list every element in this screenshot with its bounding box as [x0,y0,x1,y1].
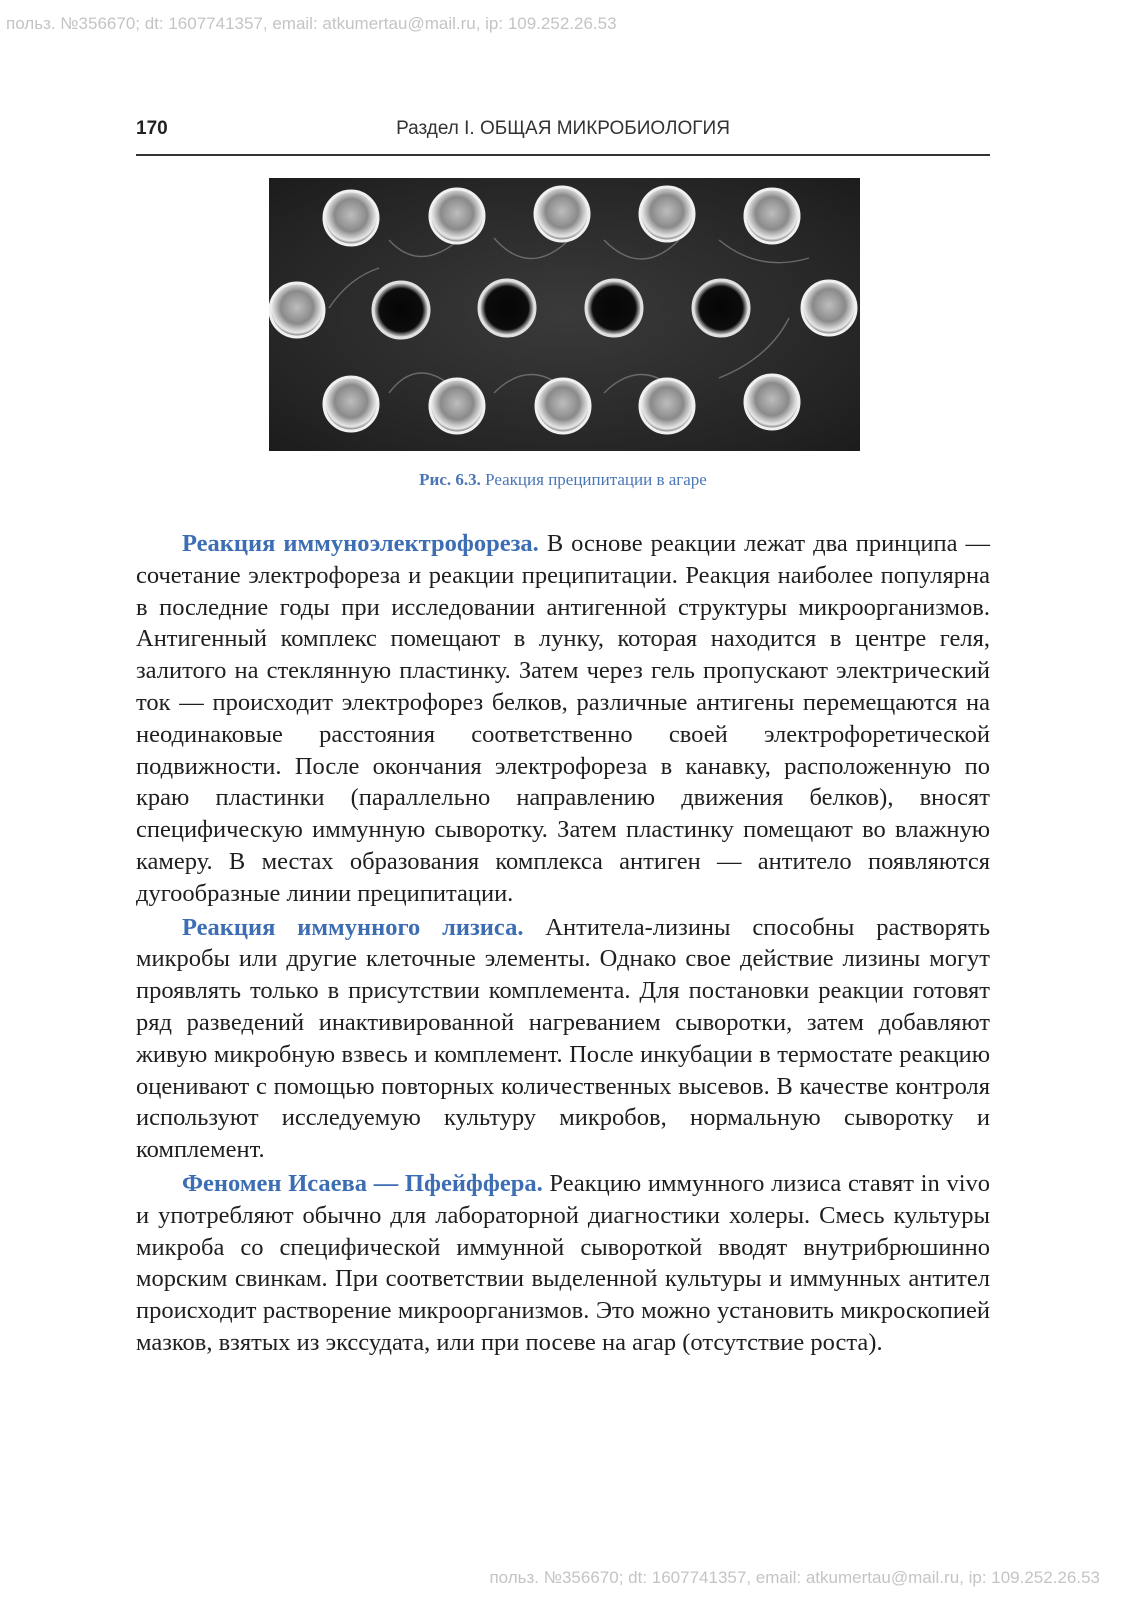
watermark-top: польз. №356670; dt: 1607741357, email: atkumertau@mail.ru, ip: 109.252.26.53 [6,14,617,33]
figure-caption [136,470,990,490]
paragraph [136,528,990,910]
bottom-row-wells [324,375,799,433]
paragraph-term: Феномен Исаева — Пфейффера. [182,1169,543,1197]
figure-caption-label: Рис. 6.3. [419,470,481,489]
paragraph [136,912,990,1166]
paragraph-text: В основе реакции лежат два принципа — сочетание электрофореза и реакции преципитации. Реакция наиболее популярна в последние годы при исследовании антигенной структуры микроорганизмов. Антигенный комплекс помещают в лунку, которая находится в центре геля, залитого на стеклянную пластинку. Затем через гель пропускают электрический ток — происходит электрофорез белков, различные антигены перемещаются на неодинаковые расстояния соответственно своей электрофоретической подвижности. После окончания электрофореза в канавку, расположенную по краю пластинки (параллельно направлению движения белков), вносят специфическую иммунную сыворотку. Затем пластинку помещают во влажную камеру. В местах образования комплекса антиген — антитело появляются дугообразные линии преципитации. [136,530,991,907]
top-row-wells [324,187,799,245]
paragraph [136,1168,990,1359]
paragraph-term: Реакция иммунного лизиса. [182,913,524,941]
paragraph-text: Антитела-лизины способны растворять микробы или другие клеточные элементы. Однако свое действие лизины могут проявлять только в присутствии комплемента. Для постановки реакции готовят ряд разведений инактивированной нагреванием сыворотки, затем добавляют живую микробную взвесь и комплемент. После инкубации в термостате реакцию оценивают с помощью повторных количественных высевов. В качестве контроля используют исследуемую культуру микробов, нормальную сыворотку и комплемент. [136,913,990,1164]
paragraph-text: Реакцию иммунного лизиса ставят in vivo и употребляют обычно для лабораторной диагностики холеры. Смесь культуры микроба со специфической иммунной сывороткой вводят внутрибрюшинно морским свинкам. При соответствии выделенной культуры и иммунных антител происходит растворение микроорганизмов. Это можно установить микроскопией мазков, взятых из экссудата, или при посеве на агар (отсутствие роста). [136,1169,991,1356]
agar-plate-photo [269,178,860,451]
page-number: 170 [136,118,168,139]
body-text [136,528,990,1361]
figure-photo [269,178,860,451]
watermark-bottom: польз. №356670; dt: 1607741357, email: atkumertau@mail.ru, ip: 109.252.26.53 [489,1568,1100,1587]
running-header [136,116,990,156]
paragraph-term: Реакция иммуноэлектрофореза. [182,530,539,557]
middle-row-wells [270,280,856,338]
figure-caption-text: Реакция преципитации в агаре [485,470,707,489]
running-title: Раздел I. ОБЩАЯ МИКРОБИОЛОГИЯ [396,118,730,139]
